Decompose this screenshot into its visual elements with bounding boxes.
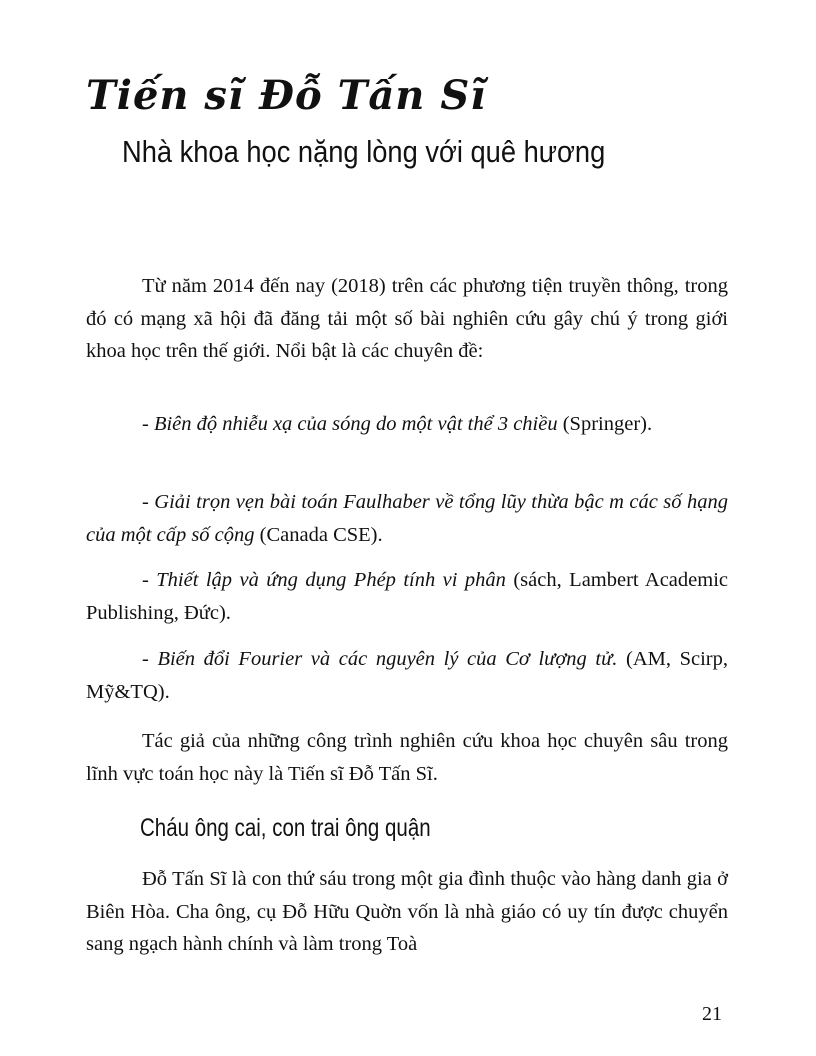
topic-title: Giải trọn vẹn bài toán Faulhaber về tổng lũy thừa bậc m các số hạng của một cấp số cộng [86,491,728,546]
topic-title: Biến đổi Fourier và các nguyên lý của Cơ lượng tử. [157,648,618,670]
topic-item [86,564,728,629]
intro-paragraph: Từ năm 2014 đến nay (2018) trên các phương tiện truyền thông, trong đó có mạng xã hội đã đăng tải một số bài nghiên cứu gây chú ý trong giới khoa học trên thế giới. Nổi bật là các chuyên đề: [86,275,728,362]
topic-title: Biên độ nhiễu xạ của sóng do một vật thể 3 chiều [153,413,558,435]
topic-title: Thiết lập và ứng dụng Phép tính vi phân [156,569,506,591]
topic-dash: - [142,413,154,435]
topic-dash: - [142,569,157,591]
chapter-title: Tiến sĩ Đỗ Tấn Sĩ [86,72,487,119]
author-paragraph: Tác giả của những công trình nghiên cứu khoa học chuyên sâu trong lĩnh vực toán học này là Tiến sĩ Đỗ Tấn Sĩ. [86,730,728,785]
topic-item [86,643,728,708]
section-heading: Cháu ông cai, con trai ông quận [140,814,431,842]
topic-dash: - [142,648,158,670]
topic-source: (sách, Lambert Academic Publishing, Đức). [86,569,728,624]
topic-source: (AM, Scirp, Mỹ&TQ). [86,648,728,703]
topic-dash: - [142,491,155,513]
topic-source: (Springer). [557,413,653,435]
topic-item [86,408,728,441]
family-paragraph: Đỗ Tấn Sĩ là con thứ sáu trong một gia đình thuộc vào hàng danh gia ở Biên Hòa. Cha ông, cụ Đỗ Hữu Quờn vốn là nhà giáo có uy tín được chuyển sang ngạch hành chính và làm trong Toà [86,868,728,955]
topic-item [86,486,728,551]
chapter-subtitle: Nhà khoa học nặng lòng với quê hương [122,134,606,169]
page-number: 21 [702,1003,722,1025]
topic-source: (Canada CSE). [254,523,383,546]
